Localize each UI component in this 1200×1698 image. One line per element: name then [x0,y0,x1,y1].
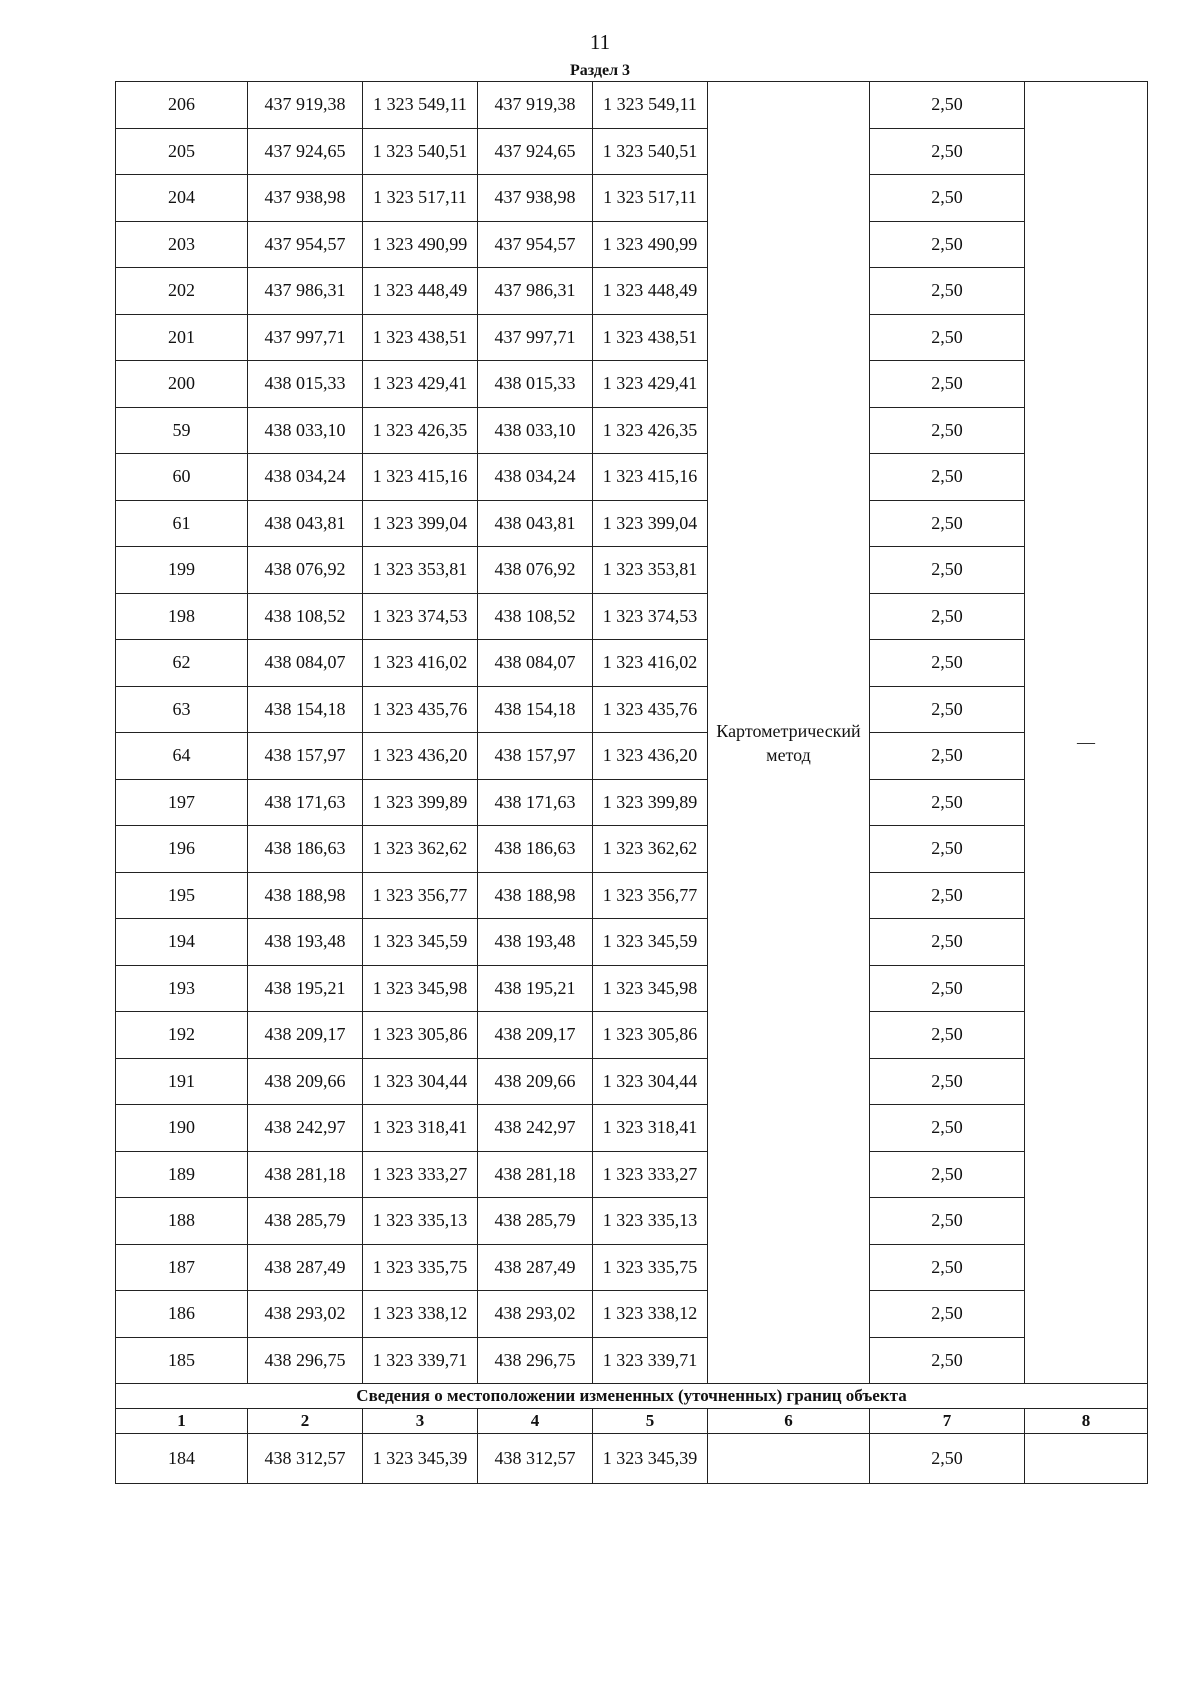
table-cell: 184 [116,1434,248,1484]
x-new-cell: 438 188,98 [478,872,593,919]
table-row [116,454,1148,501]
y-existing-cell: 1 323 438,51 [363,314,478,361]
y-existing-cell: 1 323 318,41 [363,1105,478,1152]
x-new-cell: 437 986,31 [478,268,593,315]
accuracy-cell: 2,50 [870,1151,1025,1198]
y-new-cell: 1 323 353,81 [593,547,708,594]
accuracy-cell: 2,50 [870,733,1025,780]
x-existing-cell: 437 924,65 [248,128,363,175]
x-existing-cell: 438 285,79 [248,1198,363,1245]
y-existing-cell: 1 323 436,20 [363,733,478,780]
x-new-cell: 438 043,81 [478,500,593,547]
point-number-cell: 206 [116,82,248,129]
y-existing-cell: 1 323 353,81 [363,547,478,594]
point-number-cell: 60 [116,454,248,501]
table-row [116,1434,1148,1484]
accuracy-cell: 2,50 [870,221,1025,268]
x-existing-cell: 438 188,98 [248,872,363,919]
x-existing-cell: 438 195,21 [248,965,363,1012]
y-existing-cell: 1 323 540,51 [363,128,478,175]
accuracy-cell: 2,50 [870,1244,1025,1291]
page-number: 11 [589,30,611,54]
y-existing-cell: 1 323 426,35 [363,407,478,454]
table-row [116,1291,1148,1338]
accuracy-cell: 2,50 [870,1337,1025,1384]
y-new-cell: 1 323 362,62 [593,826,708,873]
x-new-cell: 438 171,63 [478,779,593,826]
y-new-cell: 1 323 490,99 [593,221,708,268]
accuracy-cell: 2,50 [870,779,1025,826]
table-cell: 438 312,57 [478,1434,593,1484]
point-number-cell: 189 [116,1151,248,1198]
y-existing-cell: 1 323 549,11 [363,82,478,129]
method-cell: Картометрический метод [708,82,870,1384]
y-new-cell: 1 323 429,41 [593,361,708,408]
table-row [116,640,1148,687]
column-number-cell: 1 [116,1409,248,1434]
coordinates-table [115,81,1148,1484]
y-new-cell: 1 323 335,13 [593,1198,708,1245]
accuracy-cell: 2,50 [870,128,1025,175]
y-new-cell: 1 323 399,04 [593,500,708,547]
y-existing-cell: 1 323 435,76 [363,686,478,733]
table-row [116,593,1148,640]
x-existing-cell: 438 287,49 [248,1244,363,1291]
x-existing-cell: 438 034,24 [248,454,363,501]
x-new-cell: 437 938,98 [478,175,593,222]
point-number-cell: 192 [116,1012,248,1059]
accuracy-cell: 2,50 [870,1058,1025,1105]
table-row [116,314,1148,361]
table-row [116,919,1148,966]
table-row [116,1337,1148,1384]
y-existing-cell: 1 323 448,49 [363,268,478,315]
x-existing-cell: 438 076,92 [248,547,363,594]
x-new-cell: 438 157,97 [478,733,593,780]
x-new-cell: 438 285,79 [478,1198,593,1245]
subsection-header-row [116,1384,1148,1409]
table-cell: 1 323 345,39 [363,1434,478,1484]
point-number-cell: 203 [116,221,248,268]
table-row [116,1012,1148,1059]
x-existing-cell: 437 997,71 [248,314,363,361]
point-number-cell: 59 [116,407,248,454]
x-new-cell: 438 287,49 [478,1244,593,1291]
point-number-cell: 201 [116,314,248,361]
x-existing-cell: 438 281,18 [248,1151,363,1198]
accuracy-cell: 2,50 [870,965,1025,1012]
y-new-cell: 1 323 345,59 [593,919,708,966]
description-cell: — [1025,82,1148,1384]
table-row [116,268,1148,315]
table-cell [708,1434,870,1484]
x-new-cell: 438 281,18 [478,1151,593,1198]
x-new-cell: 438 033,10 [478,407,593,454]
point-number-cell: 185 [116,1337,248,1384]
x-existing-cell: 438 193,48 [248,919,363,966]
x-new-cell: 437 919,38 [478,82,593,129]
table-row [116,872,1148,919]
x-existing-cell: 438 209,66 [248,1058,363,1105]
x-new-cell: 438 015,33 [478,361,593,408]
table-row [116,1105,1148,1152]
x-existing-cell: 438 157,97 [248,733,363,780]
accuracy-cell: 2,50 [870,640,1025,687]
y-new-cell: 1 323 345,98 [593,965,708,1012]
column-number-cell: 7 [870,1409,1025,1434]
point-number-cell: 195 [116,872,248,919]
x-existing-cell: 438 242,97 [248,1105,363,1152]
accuracy-cell: 2,50 [870,593,1025,640]
y-new-cell: 1 323 549,11 [593,82,708,129]
point-number-cell: 63 [116,686,248,733]
table-row [116,1244,1148,1291]
accuracy-cell: 2,50 [870,454,1025,501]
y-existing-cell: 1 323 304,44 [363,1058,478,1105]
y-new-cell: 1 323 338,12 [593,1291,708,1338]
y-new-cell: 1 323 436,20 [593,733,708,780]
table-row [116,221,1148,268]
table-cell: 438 312,57 [248,1434,363,1484]
point-number-cell: 190 [116,1105,248,1152]
y-existing-cell: 1 323 356,77 [363,872,478,919]
y-new-cell: 1 323 356,77 [593,872,708,919]
table-row [116,686,1148,733]
x-existing-cell: 437 938,98 [248,175,363,222]
x-existing-cell: 437 919,38 [248,82,363,129]
table-cell: 1 323 345,39 [593,1434,708,1484]
x-existing-cell: 438 033,10 [248,407,363,454]
column-number-cell: 2 [248,1409,363,1434]
point-number-cell: 62 [116,640,248,687]
x-new-cell: 438 242,97 [478,1105,593,1152]
y-existing-cell: 1 323 416,02 [363,640,478,687]
x-existing-cell: 437 954,57 [248,221,363,268]
accuracy-cell: 2,50 [870,268,1025,315]
point-number-cell: 186 [116,1291,248,1338]
x-new-cell: 438 154,18 [478,686,593,733]
point-number-cell: 194 [116,919,248,966]
y-existing-cell: 1 323 374,53 [363,593,478,640]
point-number-cell: 191 [116,1058,248,1105]
accuracy-cell: 2,50 [870,1198,1025,1245]
point-number-cell: 61 [116,500,248,547]
table-row [116,361,1148,408]
table-row [116,1198,1148,1245]
accuracy-cell: 2,50 [870,175,1025,222]
accuracy-cell: 2,50 [870,826,1025,873]
y-new-cell: 1 323 416,02 [593,640,708,687]
y-existing-cell: 1 323 415,16 [363,454,478,501]
x-new-cell: 438 293,02 [478,1291,593,1338]
x-new-cell: 438 209,66 [478,1058,593,1105]
column-number-cell: 3 [363,1409,478,1434]
y-existing-cell: 1 323 335,13 [363,1198,478,1245]
y-new-cell: 1 323 335,75 [593,1244,708,1291]
table-row [116,1151,1148,1198]
table-row [116,407,1148,454]
x-existing-cell: 438 293,02 [248,1291,363,1338]
coordinates-table-body [116,82,1148,1484]
point-number-cell: 204 [116,175,248,222]
x-new-cell: 438 084,07 [478,640,593,687]
point-number-cell: 200 [116,361,248,408]
y-existing-cell: 1 323 305,86 [363,1012,478,1059]
y-new-cell: 1 323 438,51 [593,314,708,361]
y-existing-cell: 1 323 399,89 [363,779,478,826]
accuracy-cell: 2,50 [870,686,1025,733]
y-existing-cell: 1 323 429,41 [363,361,478,408]
y-new-cell: 1 323 305,86 [593,1012,708,1059]
table-row [116,965,1148,1012]
accuracy-cell: 2,50 [870,361,1025,408]
x-new-cell: 438 296,75 [478,1337,593,1384]
y-new-cell: 1 323 448,49 [593,268,708,315]
point-number-cell: 196 [116,826,248,873]
column-number-cell: 8 [1025,1409,1148,1434]
x-existing-cell: 438 171,63 [248,779,363,826]
accuracy-cell: 2,50 [870,314,1025,361]
accuracy-cell: 2,50 [870,919,1025,966]
y-existing-cell: 1 323 490,99 [363,221,478,268]
y-existing-cell: 1 323 339,71 [363,1337,478,1384]
table-row [116,733,1148,780]
table-row [116,779,1148,826]
table-row [116,1058,1148,1105]
y-new-cell: 1 323 318,41 [593,1105,708,1152]
y-new-cell: 1 323 415,16 [593,454,708,501]
table-row [116,547,1148,594]
point-number-cell: 205 [116,128,248,175]
point-number-cell: 199 [116,547,248,594]
point-number-cell: 64 [116,733,248,780]
y-new-cell: 1 323 426,35 [593,407,708,454]
x-new-cell: 438 193,48 [478,919,593,966]
x-new-cell: 438 209,17 [478,1012,593,1059]
y-new-cell: 1 323 540,51 [593,128,708,175]
y-existing-cell: 1 323 399,04 [363,500,478,547]
y-new-cell: 1 323 304,44 [593,1058,708,1105]
y-new-cell: 1 323 339,71 [593,1337,708,1384]
y-existing-cell: 1 323 345,59 [363,919,478,966]
y-new-cell: 1 323 399,89 [593,779,708,826]
x-existing-cell: 438 043,81 [248,500,363,547]
point-number-cell: 193 [116,965,248,1012]
y-new-cell: 1 323 333,27 [593,1151,708,1198]
point-number-cell: 188 [116,1198,248,1245]
x-existing-cell: 438 154,18 [248,686,363,733]
table-cell: 2,50 [870,1434,1025,1484]
accuracy-cell: 2,50 [870,82,1025,129]
y-existing-cell: 1 323 338,12 [363,1291,478,1338]
table-row [116,826,1148,873]
y-existing-cell: 1 323 335,75 [363,1244,478,1291]
x-existing-cell: 438 296,75 [248,1337,363,1384]
y-new-cell: 1 323 517,11 [593,175,708,222]
accuracy-cell: 2,50 [870,1105,1025,1152]
point-number-cell: 202 [116,268,248,315]
x-existing-cell: 438 186,63 [248,826,363,873]
table-cell [1025,1434,1148,1484]
accuracy-cell: 2,50 [870,872,1025,919]
column-numbers-row [116,1409,1148,1434]
x-existing-cell: 438 015,33 [248,361,363,408]
accuracy-cell: 2,50 [870,547,1025,594]
y-new-cell: 1 323 435,76 [593,686,708,733]
x-existing-cell: 437 986,31 [248,268,363,315]
section-title: Раздел 3 [569,62,631,79]
x-new-cell: 438 034,24 [478,454,593,501]
accuracy-cell: 2,50 [870,500,1025,547]
subsection-title: Сведения о местоположении измененных (уточненных) границ объекта [116,1384,1148,1409]
table-row [116,175,1148,222]
accuracy-cell: 2,50 [870,1012,1025,1059]
y-existing-cell: 1 323 345,98 [363,965,478,1012]
table-row [116,82,1148,129]
x-new-cell: 437 924,65 [478,128,593,175]
x-new-cell: 438 108,52 [478,593,593,640]
column-number-cell: 5 [593,1409,708,1434]
y-existing-cell: 1 323 333,27 [363,1151,478,1198]
table-row [116,128,1148,175]
x-existing-cell: 438 108,52 [248,593,363,640]
x-new-cell: 437 997,71 [478,314,593,361]
point-number-cell: 197 [116,779,248,826]
column-number-cell: 6 [708,1409,870,1434]
point-number-cell: 198 [116,593,248,640]
table-row [116,500,1148,547]
y-existing-cell: 1 323 362,62 [363,826,478,873]
x-new-cell: 438 186,63 [478,826,593,873]
y-existing-cell: 1 323 517,11 [363,175,478,222]
x-new-cell: 438 076,92 [478,547,593,594]
point-number-cell: 187 [116,1244,248,1291]
x-existing-cell: 438 084,07 [248,640,363,687]
x-new-cell: 438 195,21 [478,965,593,1012]
column-number-cell: 4 [478,1409,593,1434]
y-new-cell: 1 323 374,53 [593,593,708,640]
accuracy-cell: 2,50 [870,1291,1025,1338]
x-existing-cell: 438 209,17 [248,1012,363,1059]
x-new-cell: 437 954,57 [478,221,593,268]
accuracy-cell: 2,50 [870,407,1025,454]
